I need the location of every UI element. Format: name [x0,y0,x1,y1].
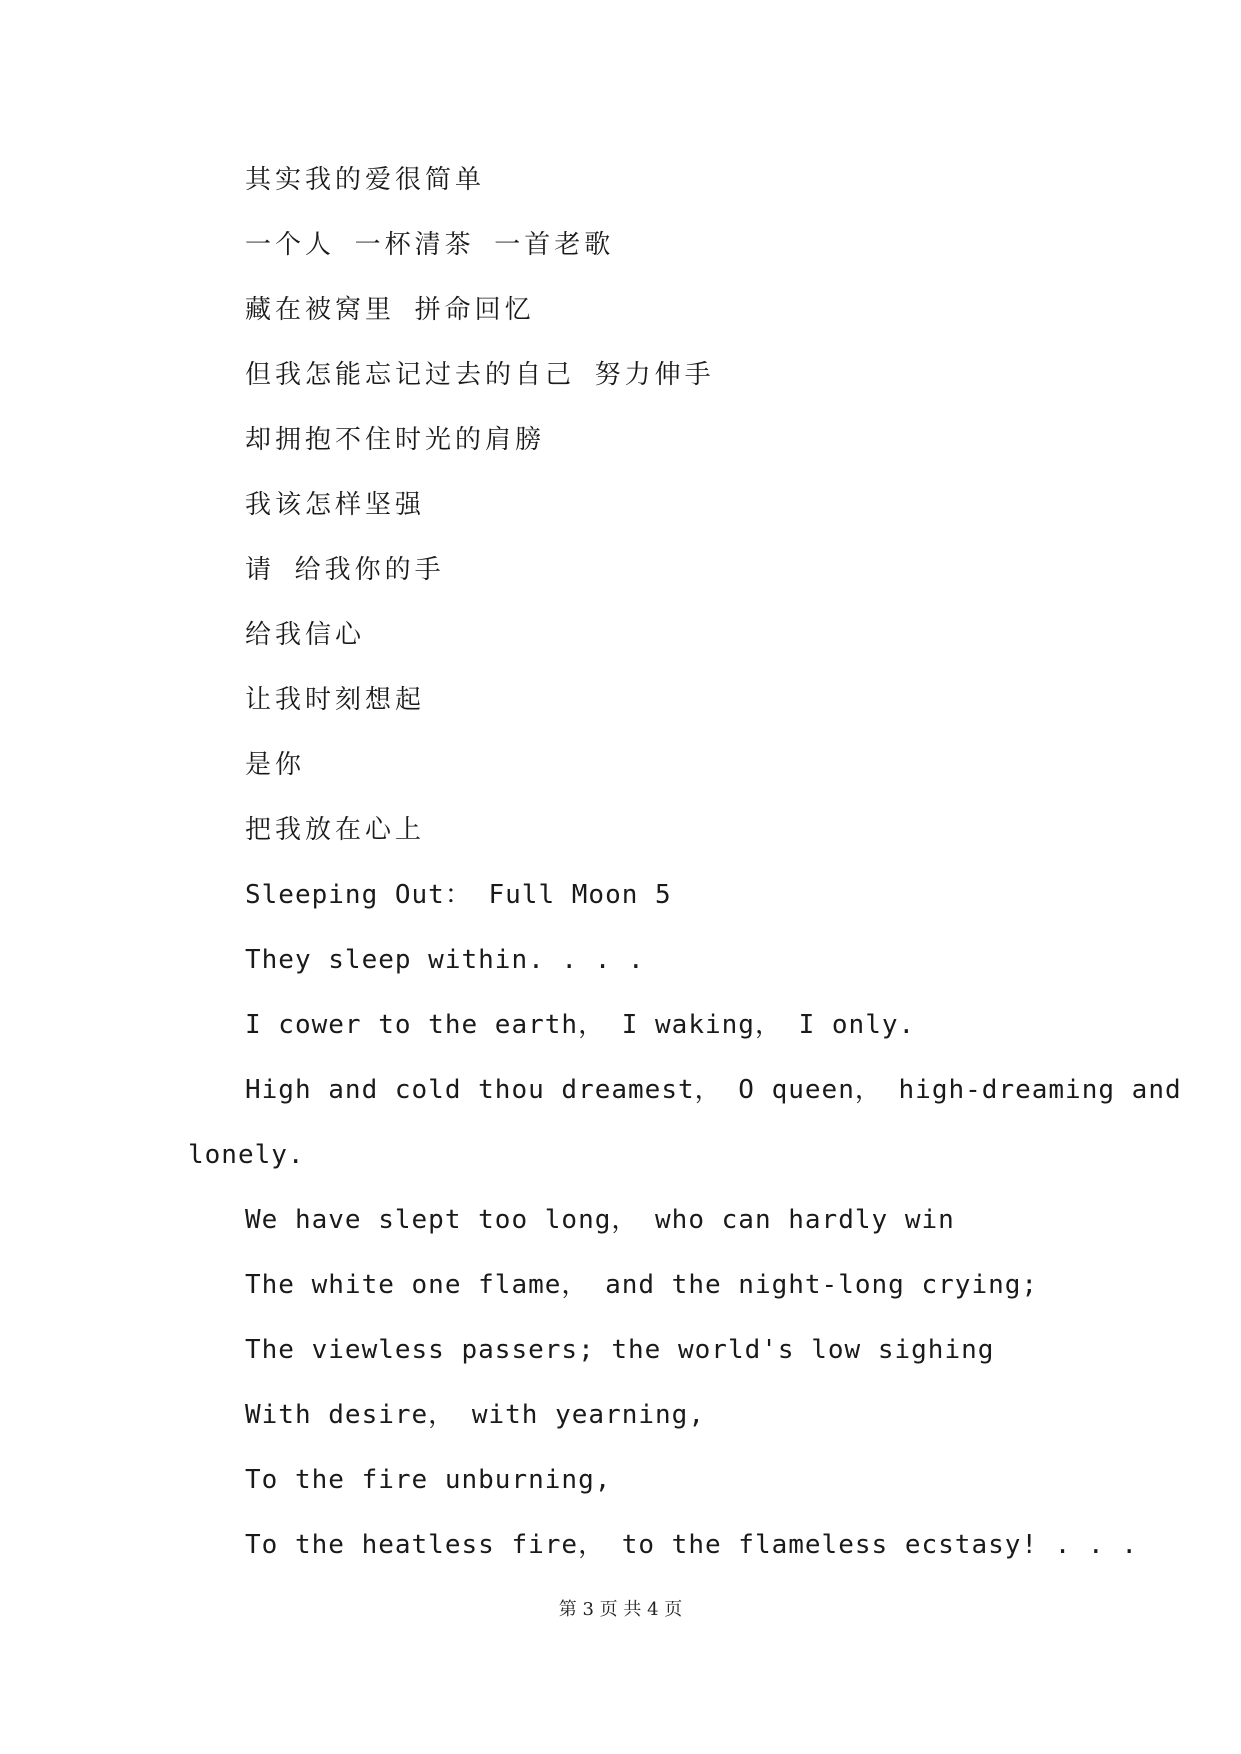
page-number-footer: 第 3 页 共 4 页 [558,1599,683,1620]
text-line: To the fire unburning, [245,1465,612,1495]
text-line: 是你 [245,750,306,780]
text-line: 藏在被窝里 拼命回忆 [245,295,535,325]
text-line: 其实我的爱很简单 [245,165,486,195]
text-line: With desire， with yearning, [245,1400,705,1430]
text-line: They sleep within. . . . [245,945,645,975]
text-line: 把我放在心上 [245,815,426,845]
text-line: 给我信心 [245,620,366,650]
poem-title: Sleeping Out： Full Moon 5 [245,880,672,910]
text-line-continuation: lonely. [188,1140,305,1170]
text-line: The viewless passers; the world's low sighing [245,1335,995,1365]
text-line: I cower to the earth， I waking， I only. [245,1010,916,1040]
text-line: We have slept too long， who can hardly win [245,1205,955,1235]
text-line: 让我时刻想起 [245,685,426,715]
text-line: 但我怎能忘记过去的自己 努力伸手 [245,360,715,390]
text-line: To the heatless fire， to the flameless ecstasy! . . . [245,1530,1138,1560]
text-line: 一个人 一杯清茶 一首老歌 [245,230,615,260]
text-line: 请 给我你的手 [245,555,445,585]
text-line: 我该怎样坚强 [245,490,426,520]
text-line: High and cold thou dreamest， O queen， high-dreaming and [245,1075,1182,1105]
text-line: The white one flame， and the night-long crying; [245,1270,1039,1300]
text-line: 却拥抱不住时光的肩膀 [245,425,546,455]
